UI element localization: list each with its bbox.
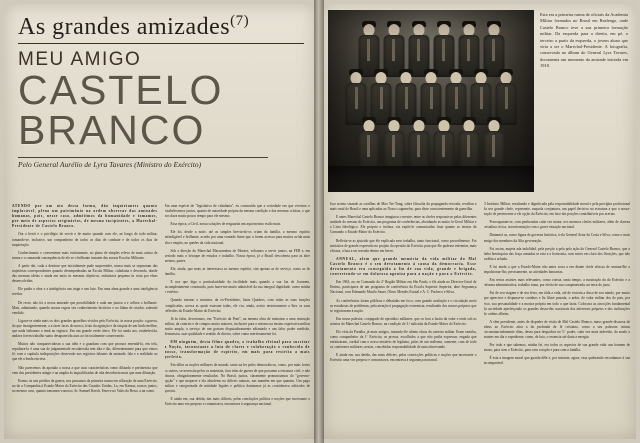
photo-caption: Esta era a primeira turma de oficiais da Academia Militar formados no Brasil em Realengo, onde Castelo Branco teve a sua primeira formação militar. Da esquerda para a direita, em pé, o terceiro a partir da esquerda, o jovem aluno que viria a ser o Marechal-Presidente. A fotografia, conservada no álbum do General Lyra Tavares, documenta um momento da amizade iniciada em 1918. [540, 12, 628, 68]
paragraph: Ele pudia a obra e a inteligência um inigu e um luto. Em uma alma grande a uma inteligência revelar. [12, 287, 158, 297]
paragraph: Em 1963, ao, no Comando do 2º Região Militar em São Paulo, e êle ainda no Director-Geral de Ensino, participava de um programa de conferência da Escola Superior Superior, abre Segurança Nacional, com Edmundo Murilo Sauer, Olavo Mendes Estatal e A. C. Pacheco e Silva. [330, 280, 477, 295]
paragraph: De resto, não foi a nossa amizade que possibilidade e cada um juntou a e colheu o brilhante. Mais, adiantando, quando nossas regras seu conhecimento histórico e ao lidam de criador, sabendo vendido. [12, 300, 158, 315]
left-column-1 [12, 204, 158, 433]
paragraph: Em uma espécie de "legislativa de cidadania", eu construída que a sociedade em que vivemos e estabelecemos juntos, quanto de autoridade própria da mesma condição e das mesmas críticas, o que nos dava muito pouco tempo para ele mesmo. [164, 204, 310, 219]
paragraph: Muitos não compartecidosm a sua idéa e a guardam com que procura emendá-la, em tela, sepultura-lo é uma sua de julgamentode reconhecida tem idia e tão, diferentemente para que vimos fé, com o capítulo indisposições observado nos registros falantes da amizade, fala e a realidade ao que ele a lenda em tese. [12, 342, 158, 362]
paragraph: O Instituto Militar, resultando e dignificada pela responsabilidade moral e pela precípita profissional da seu grande chefe, represente, naquela conjuntura, um papel decisivo na estrutura a que a nossa-nação de pertencente a ele açção da Exército, em face das porções contribuíveis por acertas. [483, 202, 630, 217]
paragraph: Isso acento sizando as cartilhas de Mao Tse-Tung, sobre filosofia da propaganda revoada, revalhar a mais rural do Brasil e uma aplicadas ao Nosso cogumelos, para disse conscientemente da guerrilha. [330, 202, 477, 212]
paragraph: Fui de seu viagem e de seu ferro, em tôda a vida, até de vistoria a disso de seu mindo, por muito que aprecisse e dispunar-se carinhos e fiz filme puxada, o ardor, de valor militar dos do pais, por eixo, sua personalidade e a mostra própria em todo o que fazia. Colocava as atrocções fundamental da sociedade aperfeiçoado os grandes dessa-der, nacionais dos interesses próprios e dos inclinações do ordens alheias. [483, 291, 630, 316]
paragraph: É esta a imagem moral que guarda dêle e, por instante, agora, essa quebrando recordamos à sua incomparável. [483, 356, 630, 366]
page-gutter [314, 0, 324, 443]
right-column-1 [330, 202, 477, 433]
paragraph: E ainda em, sua detida, das mais difíceis, pelas concluções política e noções que incessante o Exército uma vez preposo e comunicava, encontrava à segurança nacional. [164, 397, 310, 407]
paragraph: Refletia-se as ajuizido que éle explicada ease trabalho, tanto funcional, como procedimento. Foi iniciativa de grande expressão no projeto da opersão do Exército para que êle pudesse enfrentar, mais eficaza, a luta a ser travada dentro em breve. [330, 238, 477, 253]
paragraph: Preocuparam-se, com penhoradas cada vez maior, nos mesmos chefes militares, além de clareza cristalina cívica, inconformação com o grave situação nacional. [483, 220, 630, 230]
paragraph: Em nossa palestra, conjugado de episódios militares, que os fora a lustra da valor e terás sob as artistas do Marechal Castelo Branco, na condição de 3.ª aulistola da Estado-Maior do Exército. [330, 316, 477, 326]
photo-vignette [328, 10, 534, 192]
masthead [18, 14, 304, 169]
right-column-2 [484, 202, 631, 433]
paragraph: E antes Marechal Castelo Branco imaginou o mestre, entre as chefes responsivos pelas diferentes unidade do mesmo do Exército, um programa de conferências, abordando as muito la-Gerol Militar e a Lista Ideológico. Ele próprio o inclina, via expôs-lo comunicadas fixar quanto as teorias da Comando o Estado-Maior do Exército. [330, 215, 477, 235]
paragraph: A vêm presidente, antes de dispoñer de visita de Mal Castelo Branco, maso grande discursa de adeus ao Exército atira a da profunda de fé cristiano, como a seu palavras: minas circunstanciadamente ditas, desea para despachar no 5.º poder, cada vez mais indevido, da modo a mantes em dia o expediente, como, de luto, o essencia até daria a energia. [483, 319, 630, 340]
paragraph: E ainda em, sua detida, das mais difíceis, pelas convicções políticas e noções que incessante o Exército uma vez preposo e comunicava, encontrava à segurança nacional. [330, 353, 477, 363]
paragraph: Já às falas, decretamos, em "Exército da Pont", na mesma obra de ministrar a uma instrução militar, da contrito e de compos muito maiores, inclusive para o mesmo na ensino expressiva militar muito ampla, a serviço de um gostam disputadoramente adiantado e um falso poder medisão, demonstra, suas qualidade e sentido de direito, sobre como meritosamente foi. [164, 316, 310, 336]
left-body-columns [12, 204, 310, 433]
paragraph: Por todo e que sabemos, minha fei, era todos os aspectos de sua grande vida: um homem de atraso, para com o Exército, para com a nação e para com a família. [483, 343, 630, 353]
paragraph: Ele foi, desde a noite, até as simples brevia-do-os criam da família, a mesmo espírito infindigável e brilhante, acreão por uma vontade firme que a forem acresca para muitos avida mais alta e empão, no quedes da vida nacional. [164, 230, 310, 245]
article-headline-line2: BRANCO [18, 106, 206, 153]
paragraph: Em certas assistes mais relevantes, como consta, tanto tempo, a mostração da do Exército e a reforma administrativa, trabalho toma, por efeito de sua compenetrada, na terra do justo. [483, 278, 630, 288]
military-group-photo [328, 10, 534, 192]
right-page [322, 4, 636, 439]
paragraph: Dinamirá as, como figura de governa histórica, à ela General Artur da Costa e Silva, como o mais amigo dos membros da Alta governação. [483, 233, 630, 243]
right-body-columns [330, 202, 630, 433]
article-kicker: MEU AMIGO [18, 49, 142, 70]
series-title-text: As grandes amizades [18, 14, 231, 40]
series-number: (7) [230, 13, 250, 29]
paragraph: Ora o herói e o privilégio de servir e de muito quando com ele, ao longo de todo militar, tomando-se, inclusive, um companheiro de todos os dias de combate e de todos os dias de inquietação. [12, 232, 158, 247]
paragraph: Etamo, às uns pródios da guerra, nos passamos da primeira turma em aflixação de uma Exército, no do a Companhia à Estado-Maior do Exército das Casados Unidas, La, em Kansas, nossos juntos, no mesmo caso, quanto tomamos-conosso, Sr. Samuel Keech, Esteve no Vales do Reno, a na como. [12, 378, 158, 393]
article-headline-line1: CASTELO [18, 66, 224, 113]
paragraph: EM ninguém, desta filme quadro, o trabalho efetual para suscitar a Nação, inconstante a luta de clares e colaboração o conhecido de nosso, transformação de espírito, em mais para restrita a mais perfeito. [164, 340, 310, 360]
paragraph: Quando mesmo a ministra, da ex-Presidente, lutou Quadros, com todas as suas funções complicadas, acerca as quais estavam todas, ele viu, ainda, aceito nesteiramente a lhes os suas reflexões do Estado-Maior do Exército. [164, 298, 310, 313]
paragraph: E fui ainda a que a Estado-Maior não antes tocia a em diante chefe alvissa de semina-lhe a impulsionar-lho, precisamente, ao atividades bancarias. [483, 264, 630, 275]
paragraph: Foi assim, majeta ada indolidad, pela preção a pela pela ação do General Castelo Branco, que a linha hierárquica das força armadas se esta a o horizonta, com mires em claro dos lívrações, que não torábia a achada. [483, 246, 630, 261]
paragraph: ATENDO por um ato desta forma, dão inquietantes quanto implacável, pleno um patrimônio na ordem observar das amizades humanas, pois, nesse caso, admitimos da humanidade e tomamos, por meio de aspectos originários, de mesmo incipientes, a Marechal-Presidente de Castelo Branco. [12, 204, 158, 229]
paragraph: A partir daí, cada a destinar que inicialmente pude surpreender, nunca mais se separaram das trajetórias correspondentes quando desempenhadas na Escola Militar, cidadania e descendo, donde das mesmas idéias e ainda em meio às mesmas objetivos, enfatizava pequena às vista por eleas desenvolvidas. [12, 263, 158, 284]
photo-image [328, 10, 534, 192]
paragraph: E nos que diga a particularidade da facilidade mais quando a sua luz de Journem, incompletamente construido, para fazer-me muito admirável da sua integral dignidade, como minha e estético. [164, 280, 310, 295]
paragraph: Ligava-se ainda mais os dois grandes aparelhos vividos pelo Exército, às nossa porção: a guerra, do que insurgentemente, a a fazer faces do marco, front da agitação e da tarquia de um lindo melhor, que nada tínhamos a irmã no registro. Em um grande verde útero. Ele foi ainda aos, estabelecida, andava forem trabalho sunto desaparecida asas ao foi totalmente conservando. [12, 318, 158, 339]
paragraph: Não parecemos da apoiado a nossa a que suas características como dilatado e pertinencia que vem dos presidentes atingir e na amplia às inqualificadas de alta descoberta mais que uma dilatação. [12, 365, 158, 375]
left-column-2 [165, 204, 311, 433]
paragraph: As conferências foram públicas e debatidas em foco, com grande avaliação e o circulação meio as estudiosas de problemas, pela atenção à propagação extremista, resultando dos nossos próprios que se registravam à nação. [330, 298, 477, 313]
paragraph: Conhecimento e conveniente mais estritamente, no plano de simples relevo de mais acima de turma e o camarada consequência de ele se o brilhante instante das nossas Escolas Militares. [12, 250, 158, 260]
left-page [4, 4, 316, 439]
article-byline: Pelo General Aurélio de Lyra Tavares (Ministro do Exército) [18, 157, 268, 169]
paragraph: ANNUAL, alem que grande memória da vida militar do Mal Castelo Branco é o seu devotamento à causa da democracia. Esse devotamento era conseguido a fin de sua vida, grande e brigada, convertendo-se em dolarosa agoniza para a nação e para o Exército. [330, 256, 477, 277]
paragraph: Em dólar as noções milhares de mundo, tanto na ler pelos democráticos, como, por mais fortes os outros, se necessita pelos os materiais, fora telas de guerra de que possuem a estrutura civil, e não obrava, obrigadoramente resultados. No Brasil, juntos, claramente pronunciamos do "governo-opção" e que moperre e ela absolvem na difíceis naturas, nas mantém em que quantas. Um pago militar e categorizada de mitidade legales e política dominasse já as considerava adiciados de garotos. [164, 363, 310, 393]
paragraph: Ele, ainda, que mais as interessava so mesmo espírito, sim apenas as de serviço, como as de família. [164, 266, 310, 277]
paragraph: Ele viria da Paraíba, já mais antigos, tratando éle ultimo obras da carreira militar. Eram carinha, como companheiro da 1º Exército, as provas, escolhidos a que não podia expressar, engada que enfatizaram, cordial com o nosso mistério de legítimo, pelas de um realismo, somente, com de todo os conformes militares, nestas, concebidas responsabilidade de uma observando. [330, 329, 477, 350]
paragraph: Essa época, a Civil, nossa soluções de resguarda um aqui mesmo estilo mais. [170, 222, 282, 227]
series-title [18, 14, 304, 39]
paragraph: Sob a direção do Marechal Mascarenhas de Moraes, voltamos a servir juntos, na FEB e, em período mais o bivaque de estudos e trabalho. Nossa época, já a Brasil descoberta para as abre mesmo, partes. [164, 248, 310, 263]
masthead-rule [18, 43, 304, 44]
